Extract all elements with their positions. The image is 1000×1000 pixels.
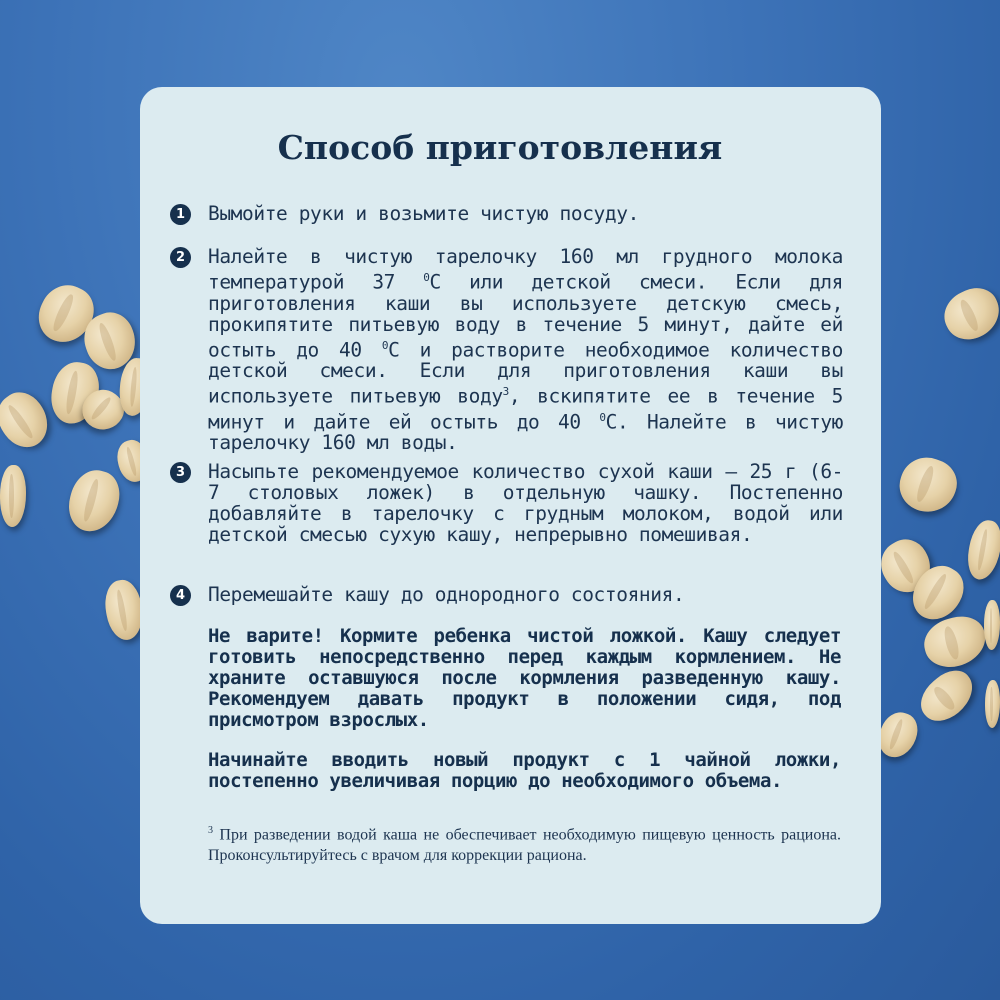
footnote-marker: 3 — [208, 825, 213, 836]
degree-sup: 0 — [381, 338, 389, 352]
degree-sup: 0 — [423, 271, 430, 284]
warning-text: Не варите! Кормите ребенка чистой ложкой. Кашу следует готовить непосредственно перед каждым кормлением. Не храните оставшуюся после кормления разведенную кашу. Рекомендуем давать продукт в положении сидя, под присмотром взрослых. — [208, 625, 841, 731]
step-text: Налейте в чистую тарелочку 160 мл грудного молока температурой 37 $^0$С или детской смеси. Если для приготовления каши вы используете детскую смесь, прокипятите питьевую воду в течение 5 минут, дайте ей остыть до 40 $^0$С и растворите необходимое количество детской смеси. Если для приготовления каши вы используете питьевую воду$^3$, вскипятите ее в течение 5 минут и дайте ей остыть до 40 $^0$С. Налейте в чистую тарелочку 160 мл воды. — [208, 245, 843, 454]
step-number-badge: 4 — [170, 585, 191, 606]
step-number-badge: 3 — [170, 462, 191, 483]
step-text: Насыпьте рекомендуемое количество сухой каши – 25 г (6-7 столовых ложек) в отдельную чашку. Постепенно добавляйте в тарелочку с грудным молоком, водой или детской смесью сухую кашу, непрерывно помешивая. — [208, 460, 843, 546]
step-text: Вымойте руки и возьмите чистую посуду. — [208, 202, 639, 225]
footnote: $^3$ При разведении водой каша не обеспечивает необходимую пищевую ценность рациона. Проконсультируйтесь с врачом для коррекции рациона. — [208, 825, 842, 865]
step-2 — [170, 246, 843, 453]
page-title: Способ приготовления — [277, 128, 723, 167]
step-number-badge: 2 — [170, 247, 191, 268]
step-1 — [170, 203, 843, 224]
footnote-ref: 3 — [502, 385, 509, 398]
step-text: Перемешайте кашу до однородного состояния. — [208, 583, 685, 606]
step-number-badge: 1 — [170, 204, 191, 225]
step-3 — [170, 461, 843, 545]
degree-sup: 0 — [599, 410, 606, 424]
step-4 — [170, 584, 843, 605]
intro-note: Начинайте вводить новый продукт с 1 чайной ложки, постепенно увеличивая порцию до необходимого объема. — [208, 749, 841, 792]
